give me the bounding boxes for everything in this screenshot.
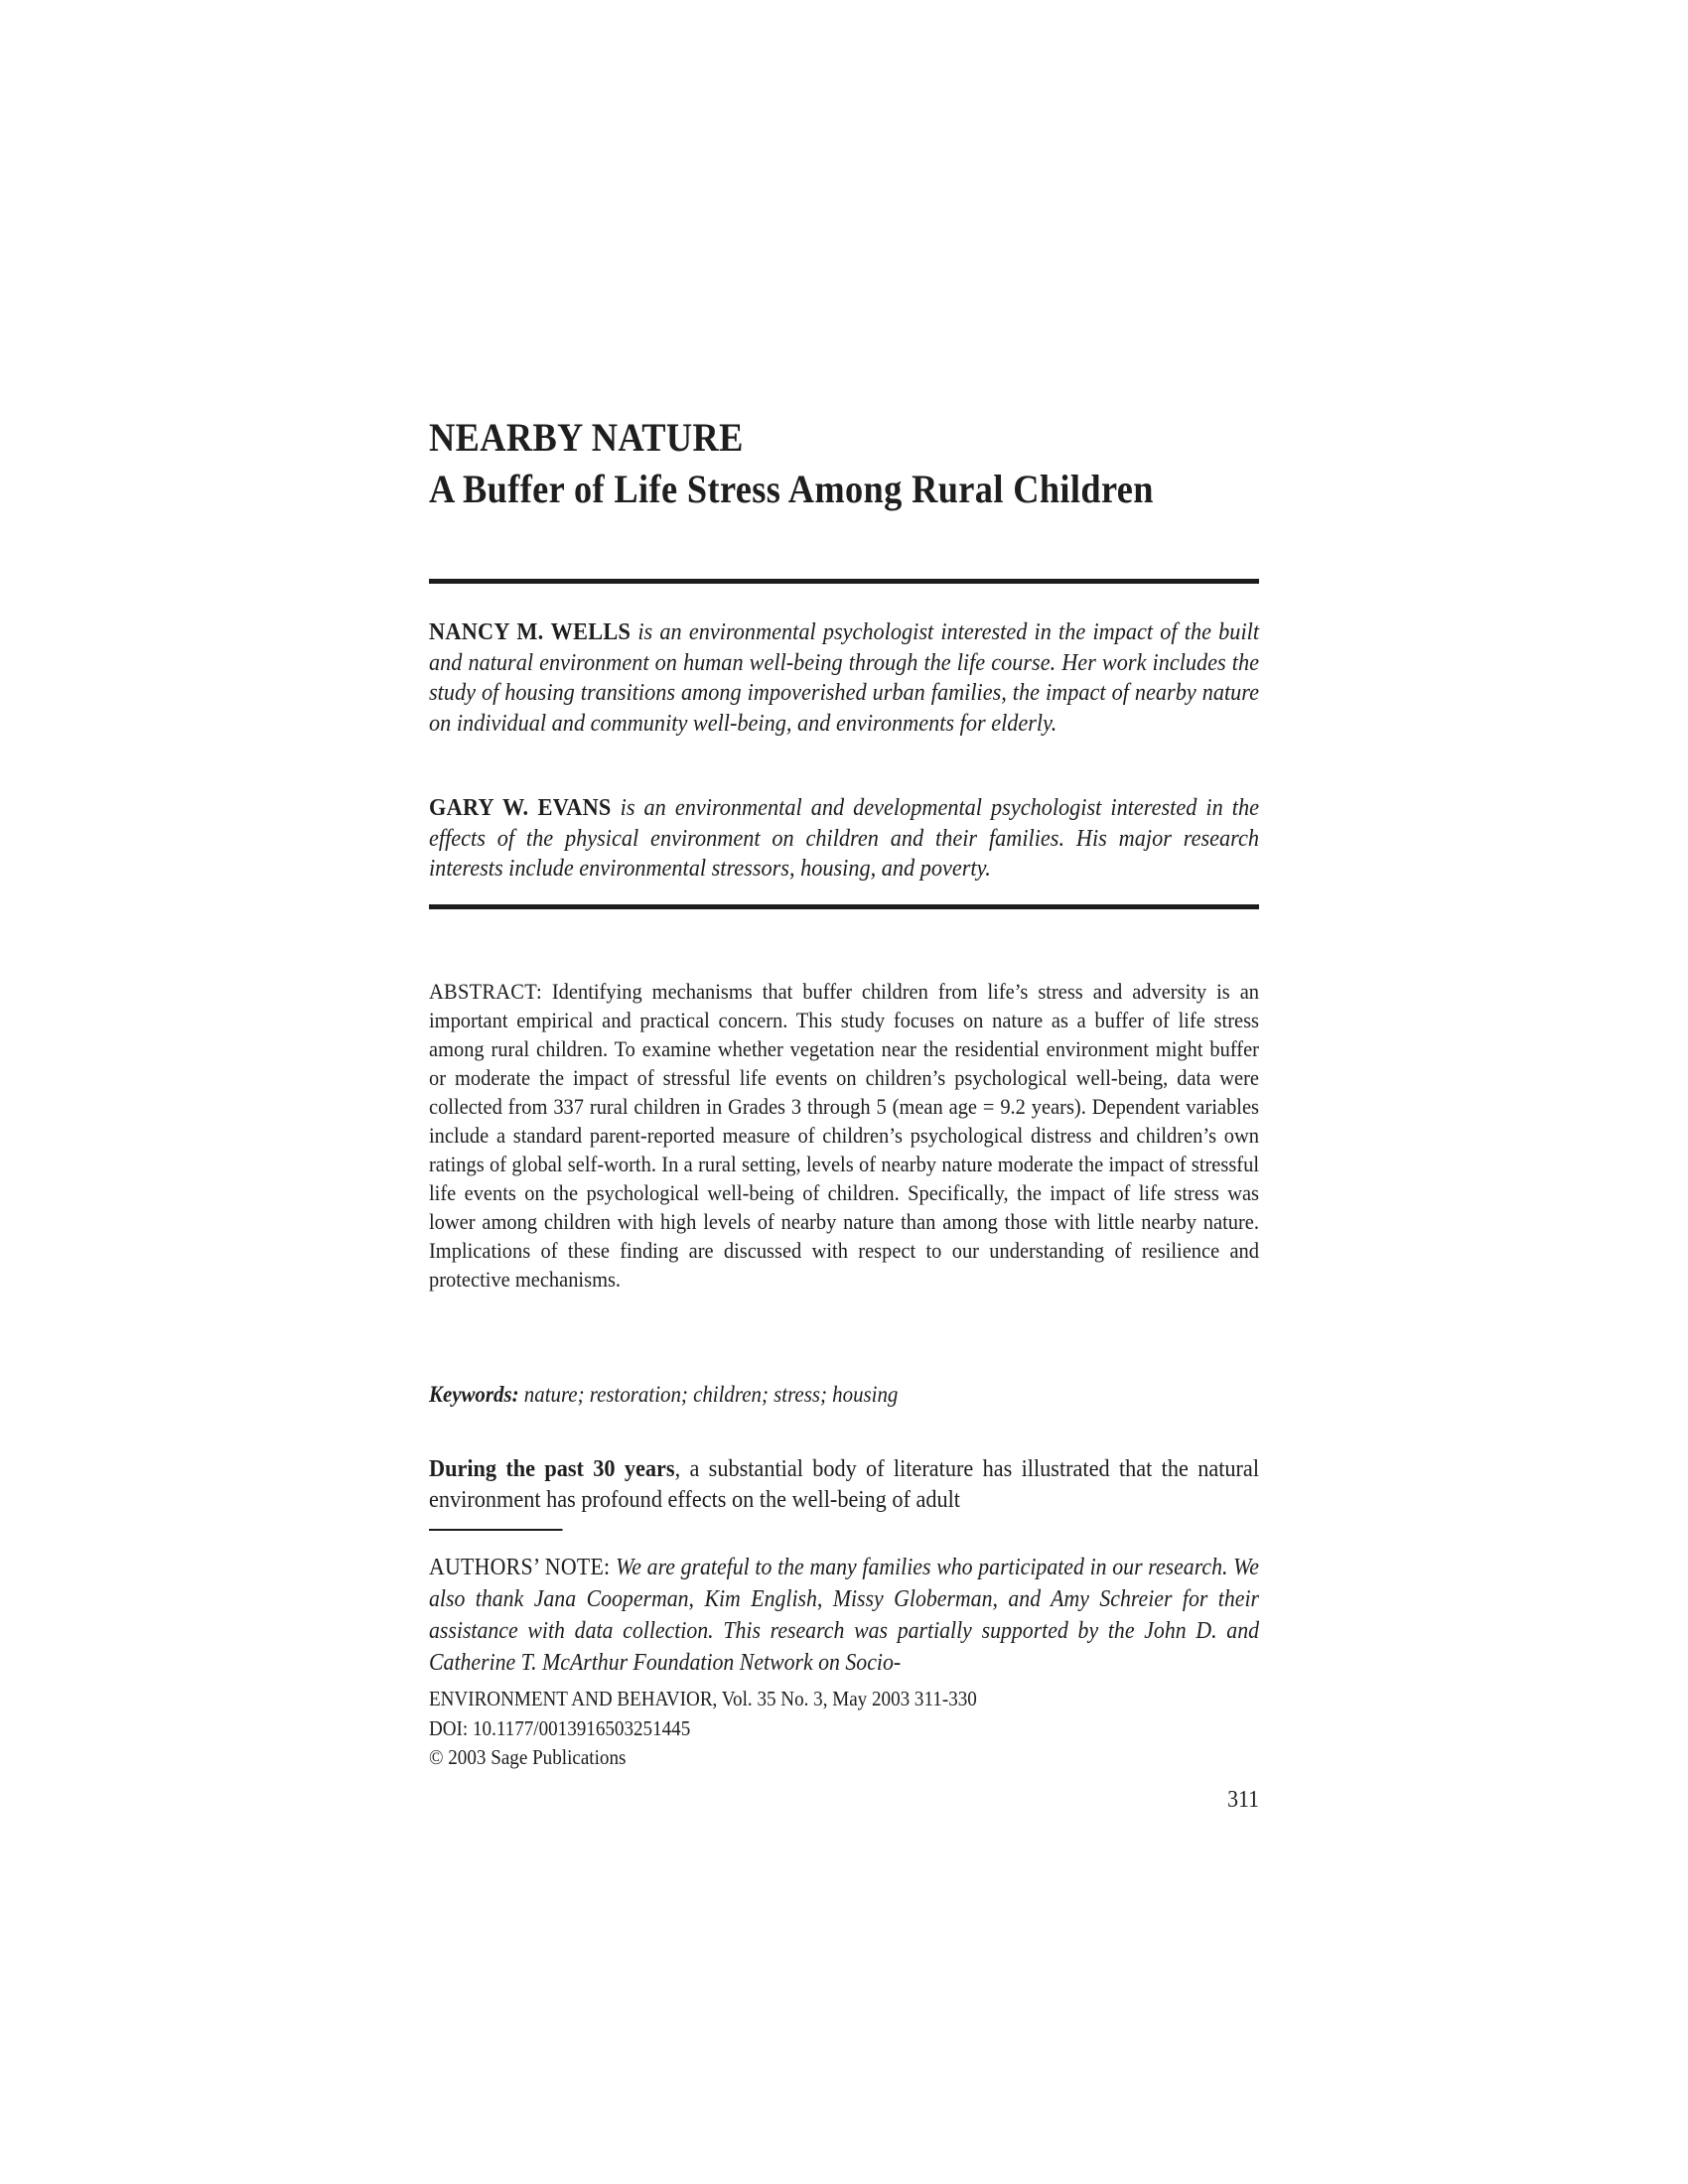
journal-doi-line: DOI: 10.1177/0013916503251445 <box>429 1715 691 1740</box>
abstract-text: Identifying mechanisms that buffer children from life’s stress and adversity is an important empirical and practical concern. This study focuses on nature as a buffer of life stress among rural children. To examine whether vegetation near the residential environment might buffer or moderate the impact of stressful life events on children’s psychological well-being, data were collected from 337 rural children in Grades 3 through 5 (mean age = 9.2 years). Dependent variables include a standard parent-reported measure of children’s psychological distress and children’s own ratings of global self-worth. In a rural setting, levels of nearby nature moderate the impact of stressful life events on the psychological well-being of children. Specifically, the impact of life stress was lower among children with high levels of nearby nature than among those with little nearby nature. Implications of these finding are discussed with respect to our understanding of resilience and protective mechanisms. <box>429 979 1260 1292</box>
article-title-line2: A Buffer of Life Stress Among Rural Children <box>429 467 1154 511</box>
article-front-matter <box>429 0 1259 2184</box>
abstract-label: ABSTRACT: <box>429 979 542 1004</box>
intro-lead-text: During the past 30 years <box>429 1455 675 1482</box>
keywords-line <box>429 1382 1259 1408</box>
article-title <box>429 412 1259 515</box>
journal-copyright-line: © 2003 Sage Publications <box>429 1745 627 1769</box>
author-bio-text-wells: is an environmental psychologist interested in the impact of the built and natural environment on human well-being through the life course. Her work includes the study of housing transitions among impoverished urban families, the impact of nearby nature on individual and community well-being, and environments for elderly. <box>429 618 1260 737</box>
author-bio-evans <box>429 793 1259 885</box>
journal-info <box>429 1685 1259 1773</box>
title-divider-rule <box>429 579 1259 584</box>
intro-body-text: , a substantial body of literature has illustrated that the natural environment has profound effects on the well-being of adult <box>429 1455 1260 1513</box>
authors-note-text: We are grateful to the many families who participated in our research. We also thank Jana Cooperman, Kim English, Missy Globerman, and Amy Schreier for their assistance with data collection. This research was partially supported by the John D. and Catherine T. McArthur Foundation Network on Socio- <box>429 1555 1260 1676</box>
author-name-wells: NANCY M. WELLS <box>429 618 632 645</box>
intro-paragraph <box>429 1453 1259 1515</box>
author-bio-wells <box>429 617 1259 739</box>
keywords-label: Keywords: <box>429 1382 519 1407</box>
article-title-line1: NEARBY NATURE <box>429 415 744 460</box>
page-number: 311 <box>1227 1787 1260 1813</box>
authors-note-label: AUTHORS’ NOTE: <box>429 1555 611 1580</box>
bio-divider-rule <box>429 904 1259 909</box>
abstract-paragraph <box>429 977 1259 1294</box>
footnote-rule <box>429 1529 562 1531</box>
author-bio-text-evans: is an environmental and developmental psychologist interested in the effects of the physical environment on children and their families. His major research interests include environmental stressors, housing, and poverty. <box>429 794 1260 882</box>
keywords-text: nature; restoration; children; stress; housing <box>518 1382 899 1407</box>
author-name-evans: GARY W. EVANS <box>429 794 612 821</box>
journal-citation-line: ENVIRONMENT AND BEHAVIOR, Vol. 35 No. 3, May 2003 311-330 <box>429 1687 977 1710</box>
authors-note <box>429 1552 1259 1679</box>
